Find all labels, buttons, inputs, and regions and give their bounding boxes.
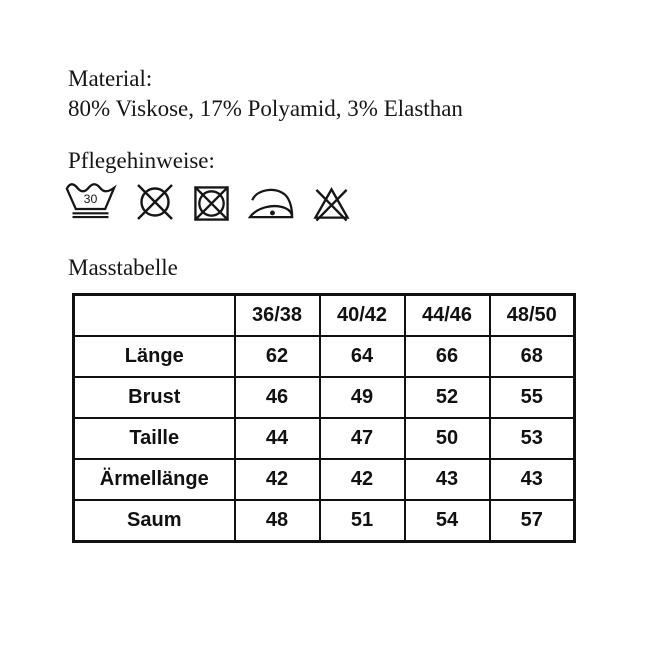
- row-label: Brust: [74, 377, 235, 418]
- size-table-header-row: [74, 295, 575, 337]
- table-cell: 54: [405, 500, 490, 542]
- table-cell: 64: [320, 336, 405, 377]
- table-row-brust: [74, 377, 575, 418]
- table-cell: 42: [235, 459, 320, 500]
- row-label: Ärmellänge: [74, 459, 235, 500]
- table-cell: 62: [235, 336, 320, 377]
- material-composition: 80% Viskose, 17% Polyamid, 3% Elasthan: [68, 96, 463, 121]
- column-header-40-42: 40/42: [320, 295, 405, 337]
- table-cell: 57: [490, 500, 575, 542]
- column-header-36-38: 36/38: [235, 295, 320, 337]
- size-table: [72, 293, 576, 543]
- table-cell: 43: [405, 459, 490, 500]
- table-cell: 47: [320, 418, 405, 459]
- table-row-laenge: [74, 336, 575, 377]
- do-not-bleach-icon: [313, 185, 350, 222]
- table-row-saum: [74, 500, 575, 542]
- table-corner-cell: [74, 295, 235, 337]
- table-cell: 43: [490, 459, 575, 500]
- column-header-48-50: 48/50: [490, 295, 575, 337]
- table-cell: 42: [320, 459, 405, 500]
- row-label: Taille: [74, 418, 235, 459]
- table-cell: 68: [490, 336, 575, 377]
- size-table-heading: Masstabelle: [68, 255, 178, 280]
- care-heading: Pflegehinweise:: [68, 148, 215, 173]
- table-cell: 52: [405, 377, 490, 418]
- table-cell: 48: [235, 500, 320, 542]
- do-not-dry-clean-icon: [135, 182, 175, 222]
- table-cell: 49: [320, 377, 405, 418]
- table-cell: 53: [490, 418, 575, 459]
- table-cell: 50: [405, 418, 490, 459]
- table-cell: 55: [490, 377, 575, 418]
- do-not-tumble-dry-icon: [193, 185, 230, 222]
- table-row-aermellaenge: [74, 459, 575, 500]
- table-cell: 51: [320, 500, 405, 542]
- row-label: Länge: [74, 336, 235, 377]
- wash-30-icon: [64, 180, 117, 222]
- row-label: Saum: [74, 500, 235, 542]
- wash-temperature-label: 30: [83, 191, 98, 206]
- table-cell: 66: [405, 336, 490, 377]
- table-cell: 44: [235, 418, 320, 459]
- column-header-44-46: 44/46: [405, 295, 490, 337]
- material-heading: Material:: [68, 66, 153, 91]
- care-icons-row: [64, 180, 350, 222]
- table-row-taille: [74, 418, 575, 459]
- table-cell: 46: [235, 377, 320, 418]
- iron-one-dot-icon: [248, 186, 295, 222]
